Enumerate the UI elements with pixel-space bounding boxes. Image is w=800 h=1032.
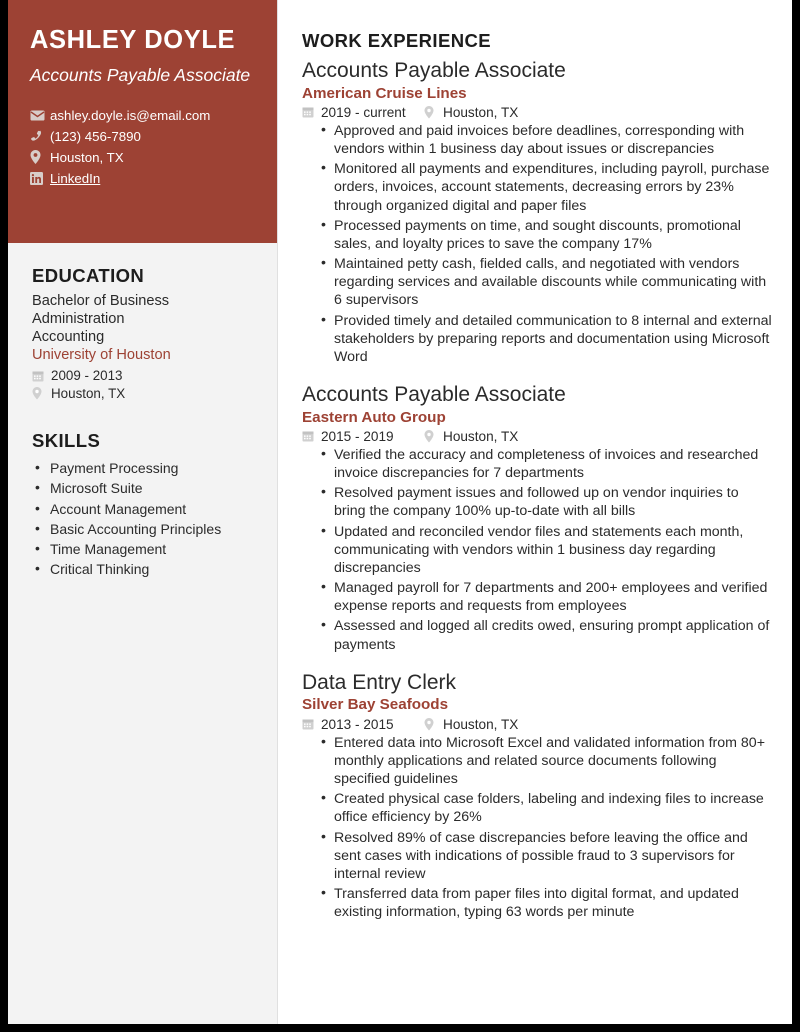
contact-email-text: ashley.doyle.is@email.com — [50, 107, 211, 123]
contact-linkedin-text[interactable]: LinkedIn — [50, 170, 101, 186]
list-item: • Microsoft Suite — [32, 478, 255, 498]
job-company: American Cruise Lines — [302, 84, 467, 102]
job-location-text: Houston, TX — [443, 716, 519, 732]
list-item: • Resolved 89% of case discrepancies before leaving the office and sent cases with indications of possible fraud to 3 supervisors for internal review — [302, 829, 774, 884]
job-dates-text: 2015 - 2019 — [321, 428, 394, 444]
location-pin-icon — [424, 718, 439, 731]
education-section-heading: EDUCATION — [32, 265, 145, 286]
job-dates-text: 2013 - 2015 — [321, 716, 394, 732]
job-entry — [302, 670, 774, 922]
list-item: • Created physical case folders, labeling and indexing files to increase office efficiency by 26% — [302, 790, 774, 826]
contact-linkedin[interactable] — [30, 171, 255, 185]
sidebar-body — [8, 243, 277, 579]
education-degree-line-2: Administration — [32, 310, 125, 327]
contact-phone-text: (123) 456-7890 — [50, 128, 141, 144]
sidebar-header-block — [8, 0, 277, 243]
list-item: • Processed payments on time, and sought discounts, promotional sales, and loyalty prices to save the company 17% — [302, 217, 774, 253]
job-role: Accounts Payable Associate — [302, 383, 566, 407]
job-bullets — [302, 734, 774, 922]
job-company: Silver Bay Seafoods — [302, 696, 449, 714]
job-location-text: Houston, TX — [443, 104, 519, 120]
job-dates — [302, 429, 424, 444]
job-role: Accounts Payable Associate — [302, 59, 566, 82]
job-meta — [302, 429, 774, 444]
job-role: Data Entry Clerk — [302, 670, 457, 694]
location-pin-icon — [32, 387, 47, 400]
skills-list — [32, 458, 255, 579]
job-dates-text: 2019 - current — [321, 104, 406, 120]
list-item: • Basic Accounting Principles — [32, 519, 255, 539]
list-item: • Managed payroll for 7 departments and 200+ employees and verified expense reports and requests from employees — [302, 579, 774, 615]
job-location — [424, 717, 518, 732]
job-meta — [302, 105, 774, 120]
location-pin-icon — [424, 106, 439, 119]
list-item: • Payment Processing — [32, 458, 255, 478]
list-item: • Verified the accuracy and completeness of invoices and researched invoice discrepancies for 7 departments — [302, 446, 774, 482]
education-dates-text: 2009 - 2013 — [51, 368, 123, 384]
job-dates — [302, 105, 424, 120]
job-entry — [302, 58, 774, 366]
main-content — [278, 0, 792, 1024]
contact-location — [30, 150, 255, 164]
page-title: ASHLEY DOYLE — [30, 26, 236, 54]
job-meta — [302, 717, 774, 732]
education-major: Accounting — [32, 328, 105, 345]
education-school: University of Houston — [32, 347, 171, 364]
list-item: • Assessed and logged all credits owed, ensuring prompt application of payments — [302, 617, 774, 653]
calendar-icon — [302, 430, 317, 443]
list-item: • Account Management — [32, 499, 255, 519]
list-item: • Approved and paid invoices before deadlines, corresponding with vendors within 1 business day about issues or discrepancies — [302, 122, 774, 158]
envelope-icon — [30, 108, 47, 122]
list-item: • Resolved payment issues and followed up on vendor inquiries to bring the company 100% up-to-date with all bills — [302, 484, 774, 520]
contact-list — [30, 108, 255, 185]
professional-title: Accounts Payable Associate — [30, 65, 251, 86]
job-location-text: Houston, TX — [443, 428, 519, 444]
job-location — [424, 105, 518, 120]
list-item: • Time Management — [32, 539, 255, 559]
list-item: • Entered data into Microsoft Excel and validated information from 80+ monthly applications and related source documents following specified guidelines — [302, 734, 774, 789]
job-dates — [302, 717, 424, 732]
location-pin-icon — [424, 430, 439, 443]
calendar-icon — [32, 369, 47, 382]
education-degree-line-1: Bachelor of Business — [32, 293, 170, 309]
calendar-icon — [302, 106, 317, 119]
education-dates — [32, 368, 255, 383]
list-item: • Updated and reconciled vendor files and statements each month, communicating with vendors within 1 business day regarding discrepancies — [302, 523, 774, 578]
location-pin-icon — [30, 150, 47, 164]
job-bullets — [302, 122, 774, 366]
list-item: • Maintained petty cash, fielded calls, and negotiated with vendors regarding services and available discounts while communicating with 6 supervisors — [302, 255, 774, 310]
contact-phone — [30, 129, 255, 143]
education-location-text: Houston, TX — [51, 386, 126, 402]
list-item: • Monitored all payments and expenditures, including payroll, purchase orders, invoices, account statements, decreasing errors by 23% through organized digital and paper files — [302, 160, 774, 215]
contact-email — [30, 108, 255, 122]
education-location — [32, 386, 255, 401]
phone-icon — [30, 129, 47, 143]
list-item: • Provided timely and detailed communication to 8 internal and external stakeholders by preparing reports and documentation using Microsoft Word — [302, 312, 774, 367]
contact-location-text: Houston, TX — [50, 149, 124, 165]
job-location — [424, 429, 518, 444]
list-item: • Transferred data from paper files into digital format, and updated existing information, typing 63 words per minute — [302, 885, 774, 921]
job-entry — [302, 382, 774, 654]
calendar-icon — [302, 718, 317, 731]
sidebar — [8, 0, 278, 1024]
work-experience-heading: WORK EXPERIENCE — [302, 30, 491, 51]
job-bullets — [302, 446, 774, 654]
list-item: • Critical Thinking — [32, 559, 255, 579]
skills-section-heading: SKILLS — [32, 430, 101, 452]
resume-page — [8, 0, 792, 1024]
linkedin-icon — [30, 171, 47, 185]
job-company: Eastern Auto Group — [302, 408, 446, 426]
